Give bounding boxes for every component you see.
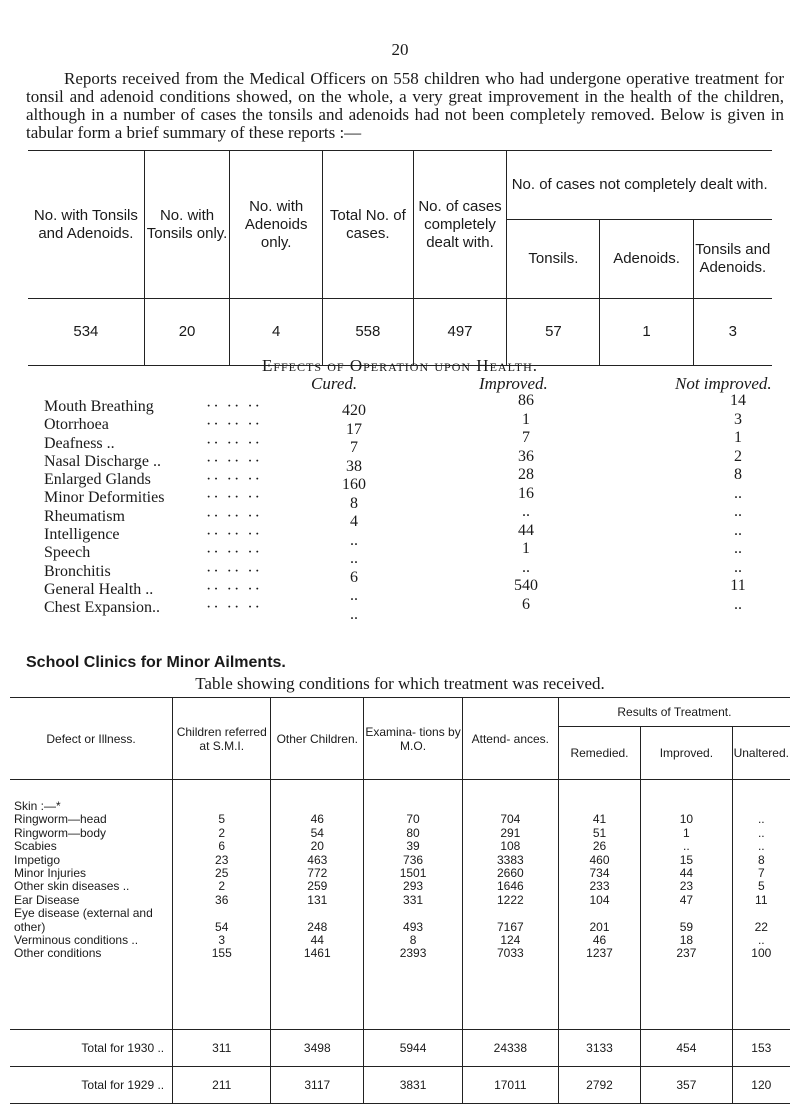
effects-cured-value: 6 (350, 568, 358, 586)
clinics-defect-label: Impetigo (14, 852, 61, 867)
total-1930-improved: 454 (641, 1030, 732, 1067)
effects-condition-label: General Health .. (44, 580, 154, 598)
clinics-unaltered-column (732, 780, 790, 1030)
total-1929-referred: 211 (173, 1067, 271, 1104)
clinics-exams-value: 493 (403, 919, 424, 934)
total-1930-unaltered: 153 (732, 1030, 790, 1067)
header-tonsils-adenoids: No. with Tonsils and Adenoids. (28, 151, 144, 299)
effects-not-improved-value: .. (734, 484, 742, 502)
clinics-defect-label: Other conditions (14, 946, 102, 961)
clinics-exams-column (364, 780, 463, 1030)
clinics-defect-label: Minor Injuries (14, 866, 87, 881)
clinics-attend-value: 3383 (496, 852, 524, 867)
clinics-referred-value: 25 (215, 866, 229, 881)
clinics-improved-value: 1 (683, 825, 690, 840)
effects-cured-column (334, 402, 374, 624)
effects-not-improved-value: .. (734, 595, 742, 613)
effects-condition-label: Otorrhoea (44, 416, 109, 434)
clinics-unaltered-value: 5 (757, 879, 765, 894)
clinics-exams-value: 80 (406, 825, 420, 840)
effects-not-improved-value: 11 (730, 577, 746, 594)
clinics-unaltered-value: 100 (751, 946, 772, 961)
clinics-total-1930 (10, 1030, 790, 1067)
clinics-attend-value: 1222 (496, 892, 524, 907)
clinics-exams-value: 331 (403, 892, 424, 907)
subheader-tonsils-and-adenoids: Tonsils and Adenoids. (693, 220, 772, 299)
clinics-defect-label: Ringworm—head (14, 812, 107, 827)
effects-condition-label: Minor Deformities (44, 489, 165, 507)
effects-not-improved-value: 3 (734, 410, 742, 428)
effects-improved-value: 1 (522, 410, 530, 428)
clinics-referred-value: 54 (215, 919, 229, 934)
effects-leader-dots (206, 398, 262, 618)
effects-not-improved-value: .. (734, 521, 742, 539)
clinics-referred-value: 155 (211, 946, 232, 961)
effects-cured-value: 17 (346, 420, 362, 438)
effects-header-cured: Cured. (311, 374, 358, 393)
clinics-unaltered-value (734, 907, 789, 920)
total-1929-attend: 17011 (462, 1067, 558, 1104)
leader-dots: ·· ·· ·· (206, 562, 262, 580)
clinics-remedied-value: 460 (589, 852, 610, 867)
effects-condition-label: Rheumatism (44, 507, 125, 525)
header-completely-dealt: No. of cases completely dealt with. (413, 151, 507, 299)
effects-conditions-list (44, 398, 164, 618)
clinics-exams-value: 736 (403, 852, 424, 867)
clinics-attendances-column (462, 780, 558, 1030)
total-1929-exams: 3831 (364, 1067, 463, 1104)
clinics-attend-value: 7167 (496, 919, 524, 934)
clinics-improved-value (642, 907, 730, 920)
total-1929-improved: 357 (641, 1067, 732, 1104)
effects-condition-label: Mouth Breathing (44, 398, 154, 415)
clinics-improved-value: 23 (679, 879, 694, 894)
value-total-cases: 558 (323, 299, 414, 366)
clinics-remedied-value: 46 (592, 933, 607, 948)
effects-improved-value: 540 (514, 577, 538, 594)
header-tonsils-only: No. with Tonsils only. (144, 151, 230, 299)
effects-cured-value: .. (350, 605, 358, 623)
clinics-remedied-value: 1237 (586, 946, 613, 961)
clinics-attend-value: 704 (500, 812, 521, 827)
leader-dots: ·· ·· ·· (206, 507, 262, 525)
effects-cured-value: .. (350, 587, 358, 604)
clinics-referred-value: 5 (218, 812, 226, 827)
clinics-header-exams: Examina- tions by M.O. (364, 698, 463, 780)
total-1930-exams: 5944 (364, 1030, 463, 1067)
clinics-table (10, 697, 790, 1104)
effects-improved-value: 36 (518, 447, 534, 465)
effects-header-improved: Improved. (479, 374, 548, 393)
clinics-unaltered-value (734, 800, 789, 813)
effects-improved-value: 44 (518, 521, 534, 539)
clinics-remedied-value: 41 (592, 812, 607, 827)
clinics-defect-label: Skin :—* (14, 799, 61, 813)
clinics-total-1929 (10, 1067, 790, 1104)
subheader-adenoids: Adenoids. (600, 220, 693, 299)
effects-improved-value: 1 (522, 540, 530, 557)
effects-condition-label: Speech (44, 544, 91, 562)
effects-condition-label: Bronchitis (44, 562, 111, 580)
total-1930-attend: 24338 (462, 1030, 558, 1067)
effects-cured-value: 7 (350, 439, 358, 456)
effects-not-improved-value: .. (734, 503, 742, 520)
clinics-referred-value (174, 907, 269, 920)
value-adenoids-only: 4 (230, 299, 323, 366)
clinics-defect-label: Ringworm—body (14, 825, 107, 840)
effects-condition-label: Intelligence (44, 526, 120, 544)
effects-condition-label: Enlarged Glands (44, 471, 151, 489)
clinics-exams-value (365, 907, 461, 920)
leader-dots: ·· ·· ·· (206, 489, 262, 507)
clinics-other-value (272, 800, 362, 813)
clinics-improved-value: .. (683, 839, 690, 854)
clinics-attend-value (464, 907, 557, 920)
clinics-remedied-value (560, 800, 639, 813)
clinics-improved-value: 59 (679, 919, 694, 934)
clinics-other-value: 54 (310, 825, 324, 840)
clinics-attend-value (464, 800, 557, 813)
clinics-improved-value: 237 (676, 946, 697, 961)
leader-dots: ·· ·· ·· (206, 599, 262, 617)
clinics-referred-value: 23 (215, 852, 229, 867)
leader-dots: ·· ·· ·· (206, 434, 262, 452)
total-1930-label: Total for 1930 .. (10, 1030, 173, 1067)
clinics-remedied-value: 734 (589, 866, 610, 881)
total-1930-remedied: 3133 (558, 1030, 640, 1067)
effects-not-improved-value: .. (734, 558, 742, 576)
clinics-header-referred: Children referred at S.M.I. (173, 698, 271, 780)
clinics-referred-value: 36 (215, 892, 229, 907)
clinics-referred-value: 3 (218, 933, 226, 948)
clinics-header-improved: Improved. (641, 727, 732, 780)
effects-improved-column (496, 392, 556, 614)
clinics-defect-label: Scabies (14, 839, 57, 854)
clinics-unaltered-value: .. (757, 933, 765, 948)
clinics-defect-label: Eye disease (external and (14, 906, 153, 921)
clinics-unaltered-value: .. (757, 839, 765, 854)
total-1929-label: Total for 1929 .. (10, 1067, 173, 1104)
page-number: 20 (391, 40, 409, 59)
effects-cured-value: 420 (342, 402, 366, 419)
effects-cured-value: 38 (346, 457, 362, 475)
effects-improved-value: 28 (518, 466, 534, 483)
clinics-attend-value: 108 (500, 839, 521, 854)
total-1930-referred: 311 (173, 1030, 271, 1067)
leader-dots: ·· ·· ·· (206, 452, 262, 470)
effects-cured-value: .. (350, 550, 358, 567)
clinics-unaltered-value: 8 (757, 852, 765, 867)
clinics-referred-value: 2 (218, 825, 226, 840)
clinics-unaltered-value: .. (757, 825, 765, 840)
clinics-remedied-column (558, 780, 640, 1030)
clinics-header-defect: Defect or Illness. (10, 698, 173, 780)
clinics-remedied-value: 104 (589, 892, 610, 907)
effects-not-improved-value: 14 (730, 392, 746, 409)
clinics-improved-column (641, 780, 732, 1030)
clinics-other-column (271, 780, 364, 1030)
clinics-improved-value: 18 (679, 933, 694, 948)
clinics-attend-value: 7033 (496, 946, 524, 961)
effects-not-improved-value: 2 (734, 447, 742, 465)
clinics-defect-label: Ear Disease (14, 892, 80, 907)
clinics-other-value: 20 (310, 839, 324, 854)
clinics-remedied-value: 233 (589, 879, 610, 894)
clinics-improved-value: 10 (679, 812, 694, 827)
clinics-attend-value: 2660 (496, 866, 524, 881)
clinics-attend-value: 124 (500, 933, 521, 948)
leader-dots: ·· ·· ·· (206, 416, 262, 434)
clinics-exams-value: 8 (409, 933, 417, 948)
leader-dots: ·· ·· ·· (206, 580, 262, 598)
clinics-remedied-value: 201 (589, 919, 610, 934)
header-adenoids-only: No. with Adenoids only. (230, 151, 323, 299)
effects-not-improved-value: 8 (734, 466, 742, 483)
leader-dots: ·· ·· ·· (206, 398, 262, 415)
total-1929-other: 3117 (271, 1067, 364, 1104)
clinics-attend-value: 291 (500, 825, 521, 840)
clinics-other-value: 772 (307, 866, 328, 881)
clinics-defect-list (10, 780, 173, 1030)
clinics-header-remedied: Remedied. (558, 727, 640, 780)
clinics-other-value: 46 (310, 812, 324, 827)
clinics-other-value (272, 907, 362, 920)
clinics-header-unaltered: Unaltered. (732, 727, 790, 780)
value-nc-tonsils: 57 (507, 299, 600, 366)
effects-not-improved-column (718, 392, 758, 614)
total-1930-other: 3498 (271, 1030, 364, 1067)
effects-improved-value: 16 (518, 484, 534, 502)
effects-cured-value: 4 (350, 513, 358, 530)
clinics-remedied-value: 26 (592, 839, 607, 854)
clinics-referred-value: 2 (218, 879, 226, 894)
clinics-improved-value: 44 (679, 866, 694, 881)
leader-dots: ·· ·· ·· (206, 544, 262, 562)
tonsil-summary-table (28, 150, 772, 366)
header-total-cases: Total No. of cases. (323, 151, 414, 299)
effects-condition-label: Chest Expansion.. (44, 599, 160, 617)
clinics-exams-value: 39 (406, 839, 420, 854)
effects-improved-value: 7 (522, 429, 530, 446)
effects-header-not-improved: Not improved. (675, 374, 772, 393)
value-nc-adenoids: 1 (600, 299, 693, 366)
effects-not-improved-value: .. (734, 540, 742, 557)
clinics-other-value: 44 (310, 933, 324, 948)
clinics-title: School Clinics for Minor Ailments. (26, 654, 286, 671)
effects-condition-label: Deafness .. (44, 434, 115, 452)
clinics-other-value: 463 (307, 852, 328, 867)
clinics-referred-value: 6 (218, 839, 226, 854)
clinics-header-attendances: Attend- ances. (462, 698, 558, 780)
effects-improved-value: 86 (518, 392, 534, 409)
clinics-exams-value: 2393 (399, 946, 427, 961)
effects-cured-value: .. (350, 531, 358, 549)
leader-dots: ·· ·· ·· (206, 526, 262, 544)
clinics-unaltered-value: .. (757, 812, 765, 827)
effects-not-improved-value: 1 (734, 429, 742, 446)
clinics-referred-column (173, 780, 271, 1030)
clinics-exams-value: 1501 (399, 866, 427, 881)
clinics-improved-value: 15 (679, 852, 694, 867)
leader-dots: ·· ·· ·· (206, 471, 262, 489)
value-tonsils-only: 20 (144, 299, 230, 366)
subheader-tonsils: Tonsils. (507, 220, 600, 299)
clinics-unaltered-value: 22 (754, 919, 768, 934)
clinics-other-value: 248 (307, 919, 328, 934)
header-not-completely-dealt: No. of cases not completely dealt with. (507, 151, 772, 220)
effects-title: Effects of Operation upon Health. (261, 356, 539, 375)
clinics-improved-value: 47 (679, 892, 694, 907)
clinics-exams-value: 293 (403, 879, 424, 894)
clinics-other-value: 1461 (303, 946, 331, 961)
effects-cured-value: 160 (342, 476, 366, 493)
value-nc-both: 3 (693, 299, 772, 366)
effects-improved-value: .. (522, 558, 530, 576)
clinics-other-value: 259 (307, 879, 328, 894)
effects-condition-label: Nasal Discharge .. (44, 452, 161, 470)
clinics-header-other: Other Children. (271, 698, 364, 780)
clinics-remedied-value: 51 (592, 825, 607, 840)
clinics-improved-value (642, 800, 730, 813)
clinics-header-results: Results of Treatment. (558, 698, 790, 727)
clinics-referred-value (174, 800, 269, 813)
clinics-exams-value (365, 800, 461, 813)
effects-improved-value: .. (522, 503, 530, 520)
clinics-attend-value: 1646 (496, 879, 524, 894)
clinics-other-value: 131 (307, 892, 328, 907)
effects-cured-value: 8 (350, 494, 358, 512)
clinics-defect-label: Other skin diseases .. (14, 879, 130, 894)
clinics-defect-label: other) (14, 919, 46, 934)
clinics-exams-value: 70 (406, 812, 420, 827)
total-1929-remedied: 2792 (558, 1067, 640, 1104)
value-completely-dealt: 497 (413, 299, 507, 366)
clinics-defect-label: Verminous conditions .. (14, 933, 139, 948)
total-1929-unaltered: 120 (732, 1067, 790, 1104)
intro-paragraph: Reports received from the Medical Officers on 558 children who had undergone operative treatment for tonsil and adenoid conditions showed, on the whole, a very great improvement in the health of the children, although in a number of cases the tonsils and adenoids had not been completely removed. Below is given in tabular form a brief summary of these reports :— (26, 69, 784, 142)
effects-improved-value: 6 (522, 595, 530, 613)
clinics-remedied-value (560, 907, 639, 920)
value-tonsils-adenoids: 534 (28, 299, 144, 366)
clinics-unaltered-value: 11 (755, 892, 768, 907)
clinics-subtitle: Table showing conditions for which treatment was received. (195, 674, 605, 693)
clinics-unaltered-value: 7 (757, 866, 765, 881)
